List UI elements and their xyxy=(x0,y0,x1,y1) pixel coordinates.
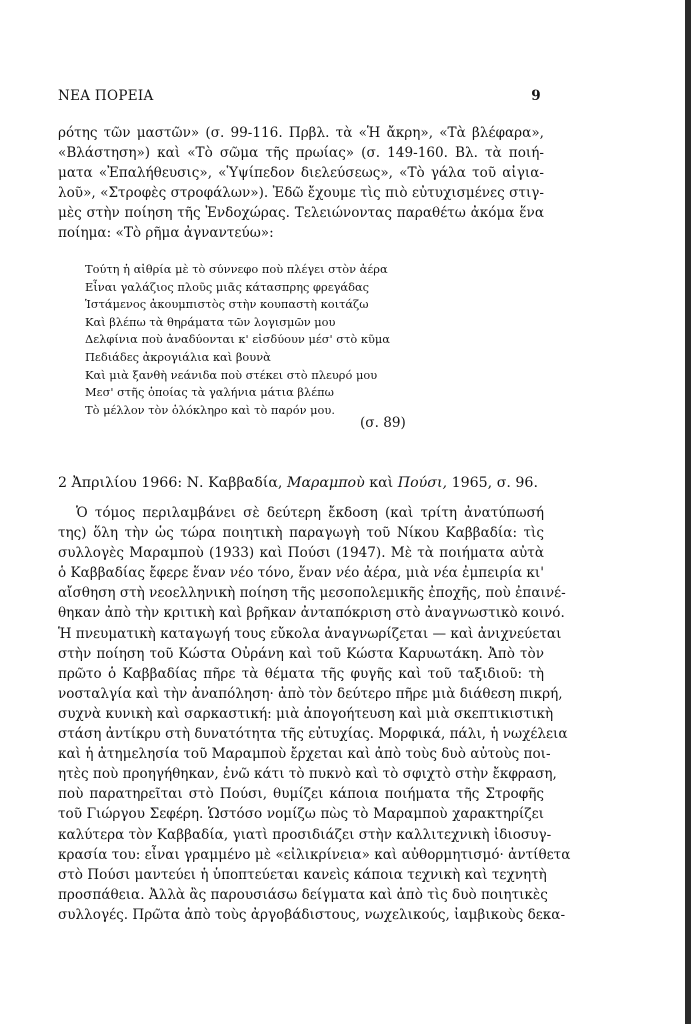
text-line: συχνὰ κυνικὴ καὶ σαρκαστική: μιὰ ἀπογοήτευση καὶ μιὰ σκεπτικιστικὴ xyxy=(58,705,554,722)
text-line: στάση ἀντίκρυ στὴ δυνατότητα τῆς εὐτυχίας. Μορφικά, πάλι, ἡ νωχέλεια xyxy=(58,726,568,743)
paragraph-continuation xyxy=(58,123,544,244)
review-paragraph xyxy=(58,503,571,925)
text-line: τοῦ Γιώργου Σεφέρη. Ὡστόσο νομίζω πὼς τὸ Μαραμποὺ χαρακτηρίζει xyxy=(58,806,544,823)
text-line: νοσταλγία καὶ τὴν ἀναπόληση· ἀπὸ τὸν δεύτερο πῆρε μιὰ διάθεση πικρή, xyxy=(58,685,563,702)
poem-line: Δελφίνια ποὺ ἀναδύονται κ' εἰσδύουν μέσ' στὸ κῦμα xyxy=(85,332,390,347)
text-line: μὲς στὴν ποίηση τῆς Ἐνδοχώρας. Τελειώνοντας παραθέτω ἀκόμα ἕνα xyxy=(58,205,544,222)
text-line: ποίημα: «Τὸ ρῆμα ἀγναντεύω»: xyxy=(58,225,274,242)
poem-line: Μεσ' στῆς ὁποίας τὰ γαλήνια μάτια βλέπω xyxy=(85,385,334,400)
poem-line: Πεδιάδες ἀκρογιάλια καὶ βουνὰ xyxy=(85,349,271,364)
poem-line: Ἱστάμενος ἀκουμπιστὸς στὴν κουπαστὴ κοιτάζω xyxy=(85,297,369,312)
text-line: αἴσθηση στὴ νεοελληνικὴ ποίηση τῆς μεσοπολεμικῆς ἐποχῆς, ποὺ ἐπαινέ- xyxy=(58,585,566,602)
text-line: ητὲς ποὺ προηγήθηκαν, ἐνῶ κάτι τὸ πυκνὸ καὶ τὸ σφιχτὸ στὴν ἔκφραση, xyxy=(58,766,557,783)
text-line: ὁ Καββαδίας ἔφερε ἕναν νέο τόνο, ἕναν νέο ἀέρα, μιὰ νέα ἐμπειρία κι' xyxy=(58,565,544,582)
text-line: ρότης τῶν μαστῶν» (σ. 99-116. Πρβλ. τὰ «Ἡ ἄκρη», «Τὰ βλέφαρα», xyxy=(58,125,544,141)
journal-title: ΝΕΑ ΠΟΡΕΙΑ xyxy=(58,88,154,104)
page-citation: (σ. 89) xyxy=(360,415,406,431)
text-line: της) ὅλη τὴν ὡς τώρα ποιητικὴ παραγωγὴ τοῦ Νίκου Καββαδία: τὶς xyxy=(58,525,544,542)
text-line: πρῶτο ὁ Καββαδίας πῆρε τὰ θέματα τῆς φυγῆς καὶ τοῦ ταξιδιοῦ: τὴ xyxy=(58,665,544,682)
text-line: Ὁ τόμος περιλαμβάνει σὲ δεύτερη ἔκδοση (καὶ τρίτη ἀνατύπωσή xyxy=(76,505,544,521)
text-line: προσπάθεια. Ἀλλὰ ἂς παρουσιάσω δείγματα καὶ ἀπὸ τὶς δυὸ ποιητικὲς xyxy=(58,886,548,903)
poem-line: Καὶ βλέπω τὰ θηράματα τῶν λογισμῶν μου xyxy=(85,314,336,329)
poem-quotation xyxy=(85,261,505,419)
entry-title-1: Μαραμποὺ xyxy=(286,475,365,491)
text-line: λοῦ», «Στροφὲς στροφάλων»). Ἐδῶ ἔχουμε τὶς πιὸ εὐτυχισμένες στιγ- xyxy=(58,185,544,202)
text-line: ματα «Ἐπαλήθευσις», «Ὑψίπεδον διελεύσεως», «Τὸ γάλα τοῦ αἰγια- xyxy=(58,165,544,182)
entry-conjunction: καὶ xyxy=(369,475,394,491)
text-line: συλλογές. Πρῶτα ἀπὸ τοὺς ἀργοβάδιστους, νωχελικούς, ἰαμβικοὺς δεκα- xyxy=(58,906,566,923)
text-line: ποὺ παρατηρεῖται στὸ Πούσι, θυμίζει κάποια ποιήματα τῆς Στροφῆς xyxy=(58,786,544,803)
text-line: Ἡ πνευματικὴ καταγωγή τους εὔκολα ἀναγνωρίζεται — καὶ ἀνιχνεύεται xyxy=(58,625,562,642)
text-line: στὸ Πούσι μαντεύει ἡ ὑποπτεύεται κανεὶς κάποια τεχνικὴ καὶ τεχνητὴ xyxy=(58,866,547,883)
entry-date: 2 Ἀπριλίου 1966: Ν. Καββαδία, xyxy=(58,475,283,491)
running-header xyxy=(58,88,541,108)
entry-title-2: Πούσι, xyxy=(397,475,448,491)
text-line: καὶ ἡ ἀτημελησία τοῦ Μαραμποὺ ἔρχεται καὶ ἀπὸ τοὺς δυὸ αὐτοὺς ποι- xyxy=(58,746,551,763)
poem-line: Καὶ μιὰ ξανθὴ νεάνιδα ποὺ στέκει στὸ πλευρό μου xyxy=(85,367,378,382)
poem-line: Εἶναι γαλάζιος πλοῦς μιᾶς κάτασπρης φρεγάδας xyxy=(85,279,370,294)
entry-heading xyxy=(58,475,544,491)
text-line: «Βλάστηση») καὶ «Τὸ σῶμα τῆς πρωίας» (σ. 149-160. Βλ. τὰ ποιή- xyxy=(58,145,544,162)
text-line: κρασία του: εἶναι γραμμένο μὲ «εἰλικρίνεια» καὶ αὐθορμητισμό· ἀντίθετα xyxy=(58,846,571,863)
text-line: στὴν ποίηση τοῦ Κώστα Οὐράνη καὶ τοῦ Κώστα Καρυωτάκη. Ἀπὸ τὸν xyxy=(58,645,544,662)
scan-border xyxy=(685,0,691,1024)
poem-line: Τὸ μέλλον τὸν ὁλόκληρο καὶ τὸ παρόν μου. xyxy=(85,402,335,417)
page-number: 9 xyxy=(531,88,541,104)
text-line: συλλογὲς Μαραμποὺ (1933) καὶ Πούσι (1947). Μὲ τὰ ποιήματα αὐτὰ xyxy=(58,545,544,562)
text-line: καλύτερα τὸν Καββαδία, γιατὶ προσιδιάζει στὴν καλλιτεχνικὴ ἰδιοσυγ- xyxy=(58,826,552,843)
text-line: θηκαν ἀπὸ τὴν κριτικὴ καὶ βρῆκαν ἀνταπόκριση στὸ ἀναγνωστικὸ κοινό. xyxy=(58,605,565,622)
entry-publication: 1965, σ. 96. xyxy=(451,475,538,491)
poem-line: Τούτη ἡ αἰθρία μὲ τὸ σύννεφο ποὺ πλέγει στὸν ἀέρα xyxy=(85,262,388,276)
